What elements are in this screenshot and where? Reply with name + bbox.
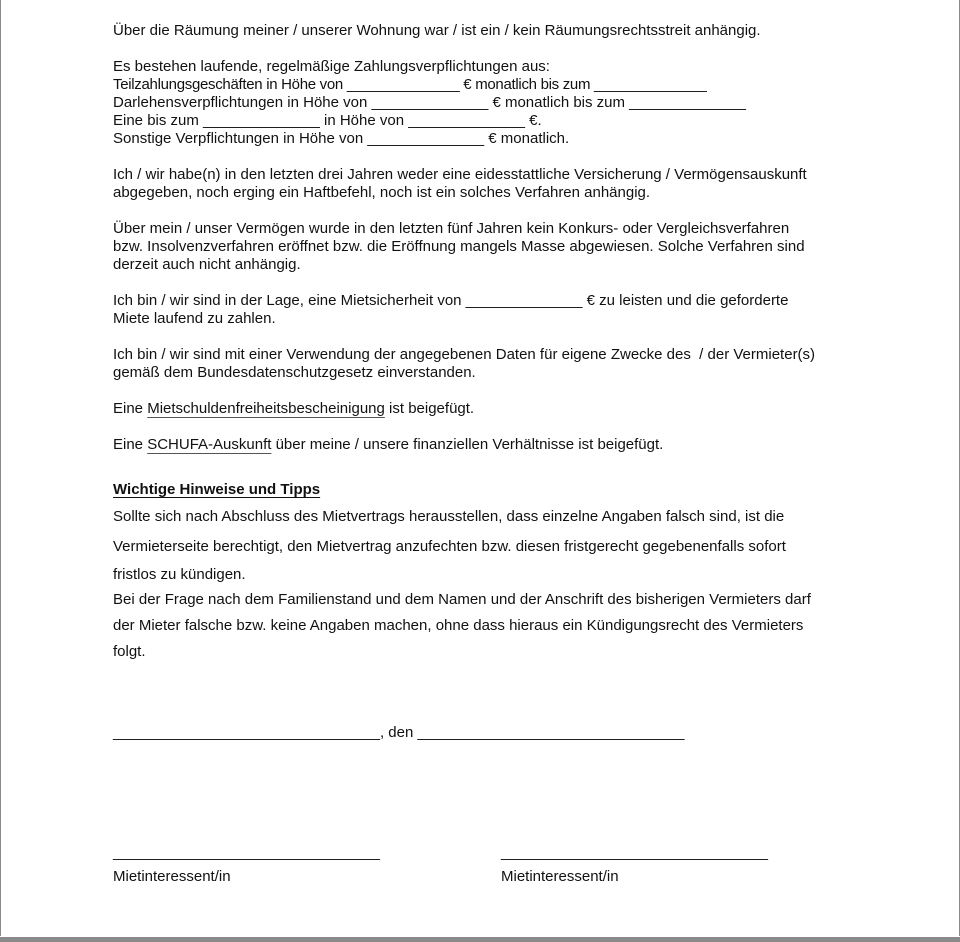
msf-suffix: ist beigefügt. — [384, 400, 475, 417]
signature-label-right: Mietinteressent/in — [501, 868, 619, 885]
schufa-prefix: Eine — [113, 436, 148, 453]
darlehen-line: Darlehensverpflichtungen in Höhe von ______________ € monatlich bis zum ______________ — [113, 94, 746, 111]
eid-line-1: Ich / wir habe(n) in den letzten drei Jahren weder eine eidesstattliche Versicherung / Vermögensauskunft — [113, 166, 807, 183]
signature-line-right: ________________________________ — [501, 844, 768, 861]
schufa-line — [113, 436, 663, 454]
hint-line-6: folgt. — [113, 643, 146, 660]
sonstige-line: Sonstige Verpflichtungen in Höhe von ______________ € monatlich. — [113, 130, 570, 147]
eid-line-2: abgegeben, noch erging ein Haftbefehl, noch ist ein solches Verfahren anhängig. — [113, 184, 651, 201]
hints-heading: Wichtige Hinweise und Tipps — [113, 481, 321, 498]
hint-line-3: fristlos zu kündigen. — [113, 566, 246, 583]
hint-line-1: Sollte sich nach Abschluss des Mietvertrags herausstellen, dass einzelne Angaben falsch sind, ist die — [113, 508, 785, 525]
schufa-auskunft-link[interactable]: SCHUFA-Auskunft — [147, 436, 272, 453]
signature-line-left: ________________________________ — [113, 844, 380, 861]
msf-line — [113, 400, 474, 418]
teilzahlung-line: Teilzahlungsgeschäften in Höhe von ______________ € monatlich bis zum ______________ — [113, 76, 707, 93]
sicherheit-line-2: Miete laufend zu zahlen. — [113, 310, 276, 327]
daten-line-2: gemäß dem Bundesdatenschutzgesetz einverstanden. — [113, 364, 476, 381]
zahlung-intro: Es bestehen laufende, regelmäßige Zahlungsverpflichtungen aus: — [113, 58, 550, 75]
signature-label-left: Mietinteressent/in — [113, 868, 231, 885]
schufa-suffix: über meine / unsere finanziellen Verhältnisse ist beigefügt. — [271, 436, 664, 453]
daten-line-1: Ich bin / wir sind mit einer Verwendung der angegebenen Daten für eigene Zwecke des / der Vermieter(s) — [113, 346, 816, 363]
raeumung-text: Über die Räumung meiner / unserer Wohnung war / ist ein / kein Räumungsrechtsstreit anhängig. — [113, 22, 761, 39]
konkurs-line-3: derzeit auch nicht anhängig. — [113, 256, 301, 273]
sicherheit-line-1: Ich bin / wir sind in der Lage, eine Mietsicherheit von ______________ € zu leisten und die geforderte — [113, 292, 789, 309]
hint-line-2: Vermieterseite berechtigt, den Mietvertrag anzufechten bzw. diesen fristgerecht gegebenenfalls sofort — [113, 538, 786, 555]
konkurs-line-2: bzw. Insolvenzverfahren eröffnet bzw. die Eröffnung mangels Masse abgewiesen. Solche Verfahren sind — [113, 238, 805, 255]
page-bottom-border — [0, 937, 960, 942]
mietschuldenfreiheitsbescheinigung-link[interactable]: Mietschuldenfreiheitsbescheinigung — [147, 400, 385, 417]
hint-line-4: Bei der Frage nach dem Familienstand und dem Namen und der Anschrift des bisherigen Vermieters darf — [113, 591, 811, 608]
eine-bis-line: Eine bis zum ______________ in Höhe von ______________ €. — [113, 112, 542, 129]
hint-line-5: der Mieter falsche bzw. keine Angaben machen, ohne dass hieraus ein Kündigungsrecht des Vermieters — [113, 617, 804, 634]
msf-prefix: Eine — [113, 400, 148, 417]
konkurs-line-1: Über mein / unser Vermögen wurde in den letzten fünf Jahren kein Konkurs- oder Vergleichsverfahren — [113, 220, 790, 237]
place-date-line: ________________________________, den ________________________________ — [113, 724, 685, 741]
